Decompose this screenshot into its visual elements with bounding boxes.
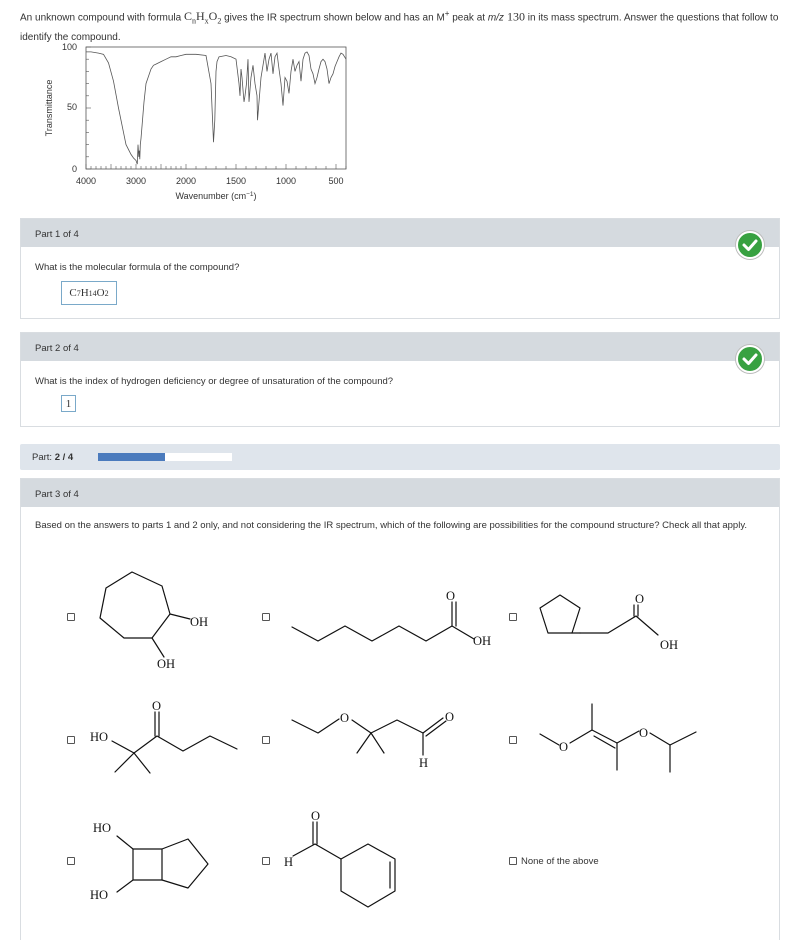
atom-label-oh: OH — [473, 634, 492, 648]
formula-c: $C_nH_xO_2$ — [183, 9, 222, 26]
part1-header: Part 1 of 4 — [21, 219, 779, 247]
atom-label-o: O — [639, 726, 649, 740]
ir-xtick-3000: 3000 — [125, 176, 147, 186]
atom-label-o: O — [635, 592, 645, 606]
atom-label-o: O — [152, 699, 162, 713]
part2-answer-field[interactable]: 1 — [61, 395, 76, 412]
structure-enol-ether — [540, 704, 696, 772]
atom-label-o: O — [446, 589, 456, 603]
mz-label: m/z — [487, 12, 504, 24]
atom-label-ho: HO — [90, 730, 109, 744]
atom-label-ho: HO — [90, 888, 109, 902]
ir-xtick-2000: 2000 — [175, 176, 197, 186]
structure-heptanoic-acid — [292, 602, 474, 641]
atom-label-o: O — [445, 710, 455, 724]
part1-question: What is the molecular formula of the compound? — [35, 262, 240, 273]
part2-header: Part 2 of 4 — [21, 333, 779, 361]
atom-label-oh: OH — [660, 638, 679, 652]
progress-label: Part: 2 / 4 — [32, 452, 74, 463]
mass-value: 130 — [503, 9, 525, 24]
atom-label-h: H — [419, 756, 429, 770]
part1-answer-field[interactable]: C 7 H 14 O 2 — [61, 281, 117, 305]
structure-cyclohexene-carbaldehyde — [293, 822, 395, 907]
atom-label-o: O — [559, 740, 569, 754]
intro-text-4: in its mass spectrum. Answer the questions that follow to identify the compound. — [20, 12, 779, 43]
ir-ytick-0: 0 — [71, 164, 77, 174]
part2-question: What is the index of hydrogen deficiency or degree of unsaturation of the compound? — [35, 376, 394, 387]
ir-y-axis-label: Transmittance — [44, 79, 54, 137]
atom-label-o: O — [340, 711, 350, 725]
mplus-sup: + — [444, 9, 450, 18]
ir-x-axis-label: Wavenumber $(cm^{-1})$ — [175, 191, 257, 201]
atom-label-ho: HO — [93, 821, 112, 835]
ir-xtick-4000: 4000 — [75, 176, 97, 186]
structure-hydroxy-ketone — [112, 712, 237, 773]
intro-text-3: peak at — [449, 12, 488, 24]
ir-ytick-50: 50 — [66, 102, 77, 112]
intro-text-1: An unknown compound with formula — [20, 12, 184, 24]
atom-label-oh: OH — [157, 657, 176, 671]
ir-xtick-500: 500 — [328, 176, 344, 186]
atom-label-h: H — [284, 855, 294, 869]
atom-label-o: O — [311, 809, 321, 823]
none-of-above-label: None of the above — [521, 856, 599, 867]
structure-bicyclic-diol — [117, 836, 208, 892]
structure-cycloheptanediol — [100, 572, 190, 657]
part3-header: Part 3 of 4 — [21, 479, 779, 507]
part3-question: Based on the answers to parts 1 and 2 only, and not considering the IR spectrum, which of the following are possibilities for the compound structure? Check all that apply. — [35, 520, 748, 531]
ir-ytick-100: 100 — [61, 42, 77, 52]
atom-label-oh: OH — [190, 615, 209, 629]
ir-xtick-1000: 1000 — [275, 176, 297, 186]
intro-text-2: gives the IR spectrum shown below and has an M — [221, 12, 445, 24]
structure-ethoxy-aldehyde — [292, 718, 446, 755]
ir-xtick-1500: 1500 — [225, 176, 247, 186]
